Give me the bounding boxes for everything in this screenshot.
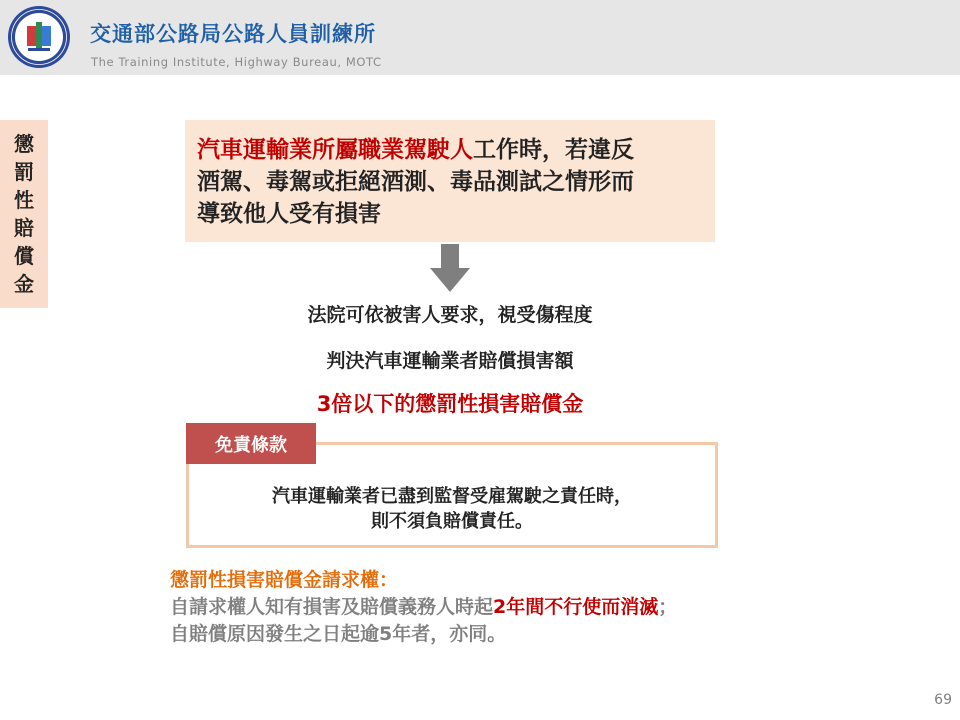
result-line-2: 判決汽車運輸業者賠償損害額 bbox=[326, 350, 574, 372]
result-line-1: 法院可依被害人要求，視受傷程度 bbox=[307, 304, 593, 326]
claim-line-3: 自賠償原因發生之日起逾5年者，亦同。 bbox=[170, 623, 507, 645]
exemption-line-1: 汽車運輸業者已盡到監督受雇駕駛之責任時， bbox=[272, 486, 632, 507]
side-label-char: 罰 bbox=[14, 160, 34, 184]
result-line-3: 3倍以下的懲罰性損害賠償金 bbox=[316, 392, 584, 416]
claim-line-2 bbox=[170, 594, 810, 621]
condition-highlight: 汽車運輸業所屬職業駕駛人 bbox=[197, 137, 473, 163]
condition-text bbox=[197, 134, 703, 230]
condition-line1-rest: 工作時，若違反 bbox=[473, 137, 634, 163]
claim-line2-highlight: 2年間不行使而消滅 bbox=[493, 596, 659, 618]
org-subtitle: The Training Institute, Highway Bureau, MOTC bbox=[91, 55, 382, 69]
side-label-char: 賠 bbox=[14, 216, 34, 240]
side-label-char: 償 bbox=[14, 244, 34, 268]
down-arrow-icon bbox=[430, 244, 470, 292]
exemption-tag: 免責條款 bbox=[186, 423, 316, 464]
org-name: 交通部公路局公路人員訓練所 bbox=[90, 22, 376, 46]
claim-line2-end: ； bbox=[658, 596, 678, 618]
side-label-char: 懲 bbox=[14, 132, 34, 156]
claim-title: 懲罰性損害賠償金請求權： bbox=[170, 569, 399, 591]
condition-line3: 導致他人受有損害 bbox=[197, 201, 381, 227]
side-label-char: 性 bbox=[14, 188, 34, 212]
side-label-char: 金 bbox=[14, 272, 34, 296]
claim-section bbox=[170, 567, 810, 648]
exemption-line-2: 則不須負賠償責任。 bbox=[371, 511, 533, 532]
institute-logo-icon bbox=[6, 4, 72, 70]
claim-line2-start: 自請求權人知有損害及賠償義務人時起 bbox=[170, 596, 494, 618]
condition-line2: 酒駕、毒駕或拒絕酒測、毒品測試之情形而 bbox=[197, 169, 634, 195]
header-bar bbox=[0, 0, 960, 75]
exemption-text bbox=[186, 484, 718, 534]
side-label bbox=[0, 120, 48, 308]
condition-box bbox=[185, 120, 715, 242]
page-number: 69 bbox=[934, 692, 952, 708]
